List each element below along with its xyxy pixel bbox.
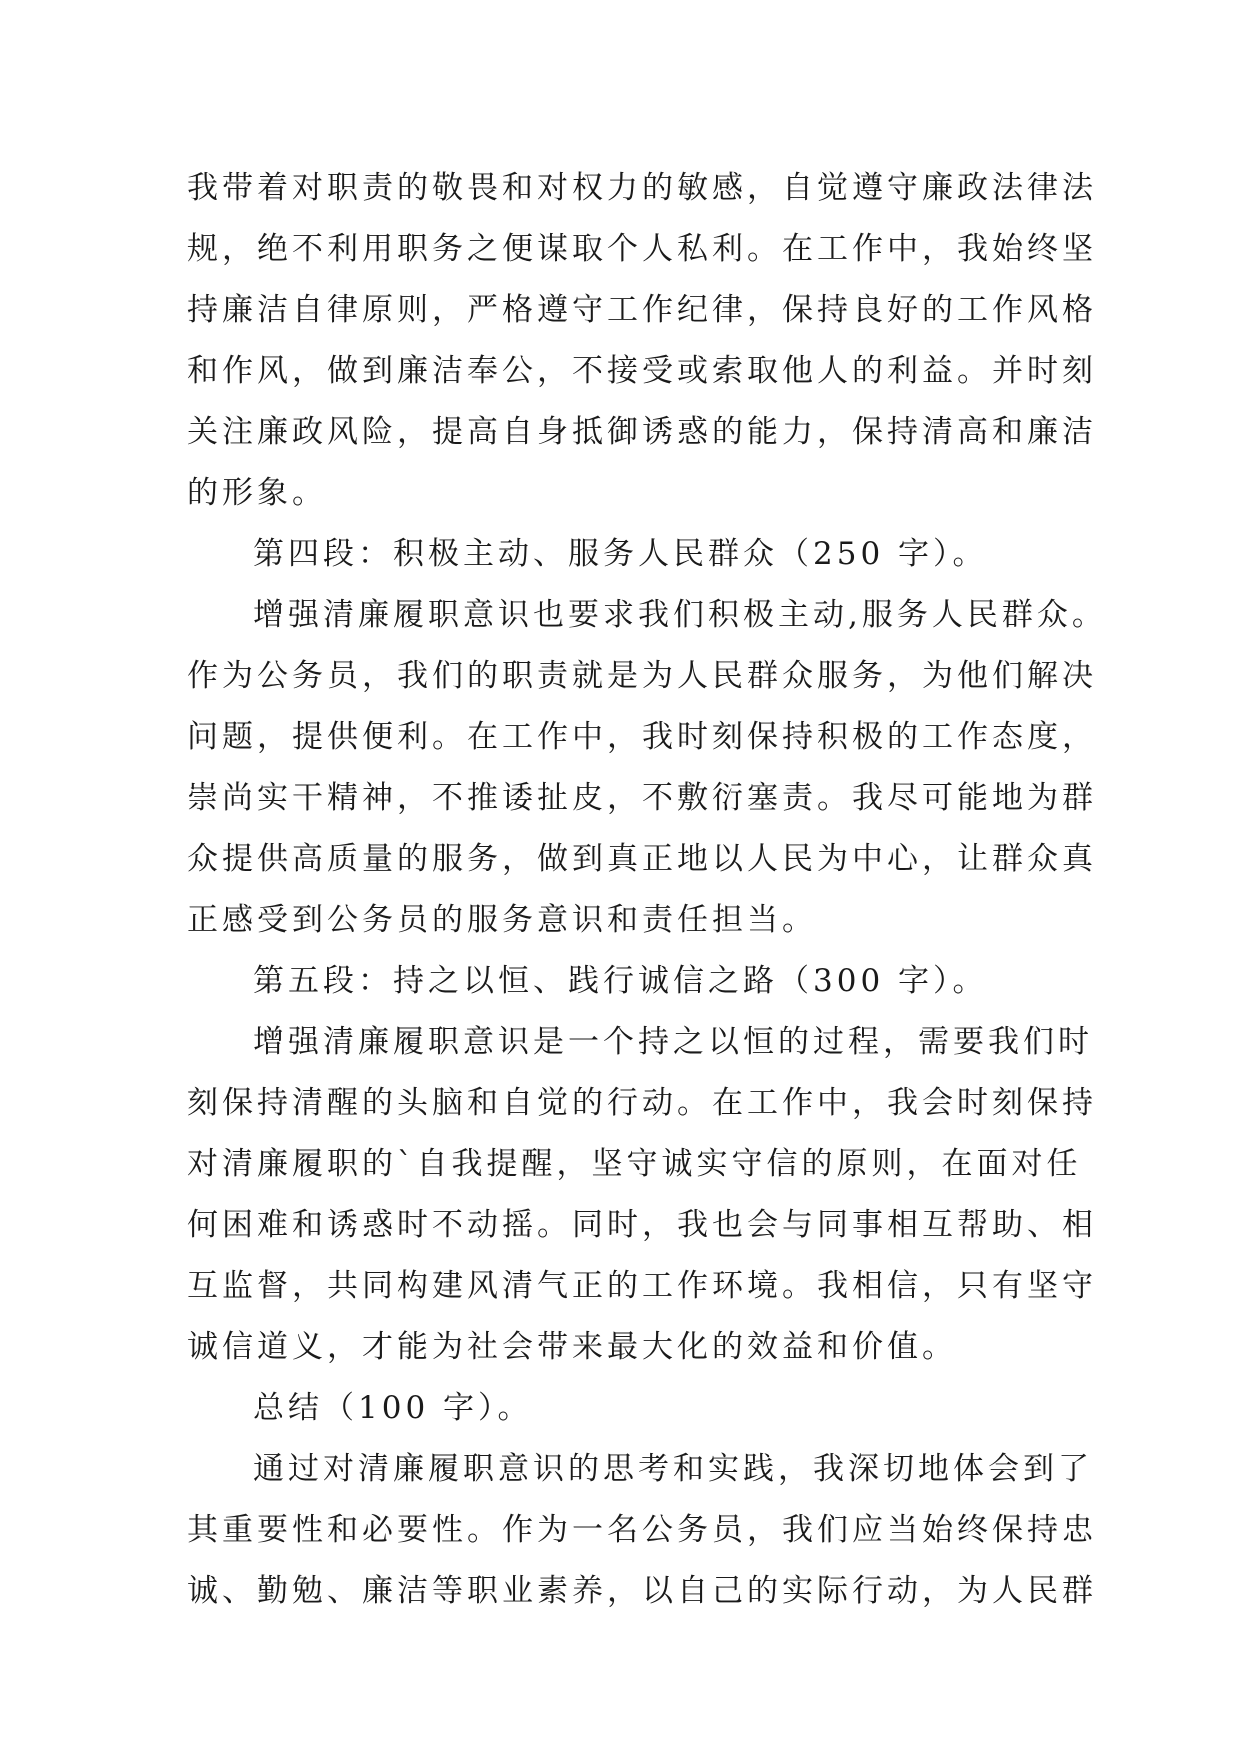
body-line: 持廉洁自律原则，严格遵守工作纪律，保持良好的工作风格 <box>187 292 1097 328</box>
body-line: 其重要性和必要性。作为一名公务员，我们应当始终保持忠 <box>187 1512 1097 1548</box>
paragraph-start: 增强清廉履职意识是一个持之以恒的过程，需要我们时 <box>253 1024 1093 1060</box>
body-line: 作为公务员，我们的职责就是为人民群众服务，为他们解决 <box>187 658 1097 694</box>
body-line: 正感受到公务员的服务意识和责任担当。 <box>187 902 817 938</box>
body-line: 崇尚实干精神，不推诿扯皮，不敷衍塞责。我尽可能地为群 <box>187 780 1097 816</box>
body-line: 规，绝不利用职务之便谋取个人私利。在工作中，我始终坚 <box>187 231 1097 267</box>
body-line: 诚、勤勉、廉洁等职业素养，以自己的实际行动，为人民群 <box>187 1573 1097 1609</box>
body-line: 诚信道义，才能为社会带来最大化的效益和价值。 <box>187 1329 957 1365</box>
body-line: 关注廉政风险，提高自身抵御诱惑的能力，保持清高和廉洁 <box>187 414 1097 450</box>
section-heading-4: 第四段：积极主动、服务人民群众（250 字）。 <box>253 536 988 572</box>
paragraph-start: 增强清廉履职意识也要求我们积极主动,服务人民群众。 <box>253 597 1107 633</box>
body-line: 对清廉履职的`自我提醒，坚守诚实守信的原则，在面对任 <box>187 1146 1082 1182</box>
body-line: 的形象。 <box>187 475 327 511</box>
body-line: 刻保持清醒的头脑和自觉的行动。在工作中，我会时刻保持 <box>187 1085 1097 1121</box>
body-line: 问题，提供便利。在工作中，我时刻保持积极的工作态度， <box>187 719 1097 755</box>
body-line: 我带着对职责的敬畏和对权力的敏感，自觉遵守廉政法律法 <box>187 170 1097 206</box>
document-body <box>187 158 1107 1622</box>
body-line: 和作风，做到廉洁奉公，不接受或索取他人的利益。并时刻 <box>187 353 1097 389</box>
section-heading-summary: 总结（100 字）。 <box>253 1390 533 1426</box>
body-line: 何困难和诱惑时不动摇。同时，我也会与同事相互帮助、相 <box>187 1207 1097 1243</box>
section-heading-5: 第五段：持之以恒、践行诚信之路（300 字）。 <box>253 963 988 999</box>
body-line: 互监督，共同构建风清气正的工作环境。我相信，只有坚守 <box>187 1268 1097 1304</box>
paragraph-start: 通过对清廉履职意识的思考和实践，我深切地体会到了 <box>253 1451 1093 1487</box>
body-line: 众提供高质量的服务，做到真正地以人民为中心，让群众真 <box>187 841 1097 877</box>
